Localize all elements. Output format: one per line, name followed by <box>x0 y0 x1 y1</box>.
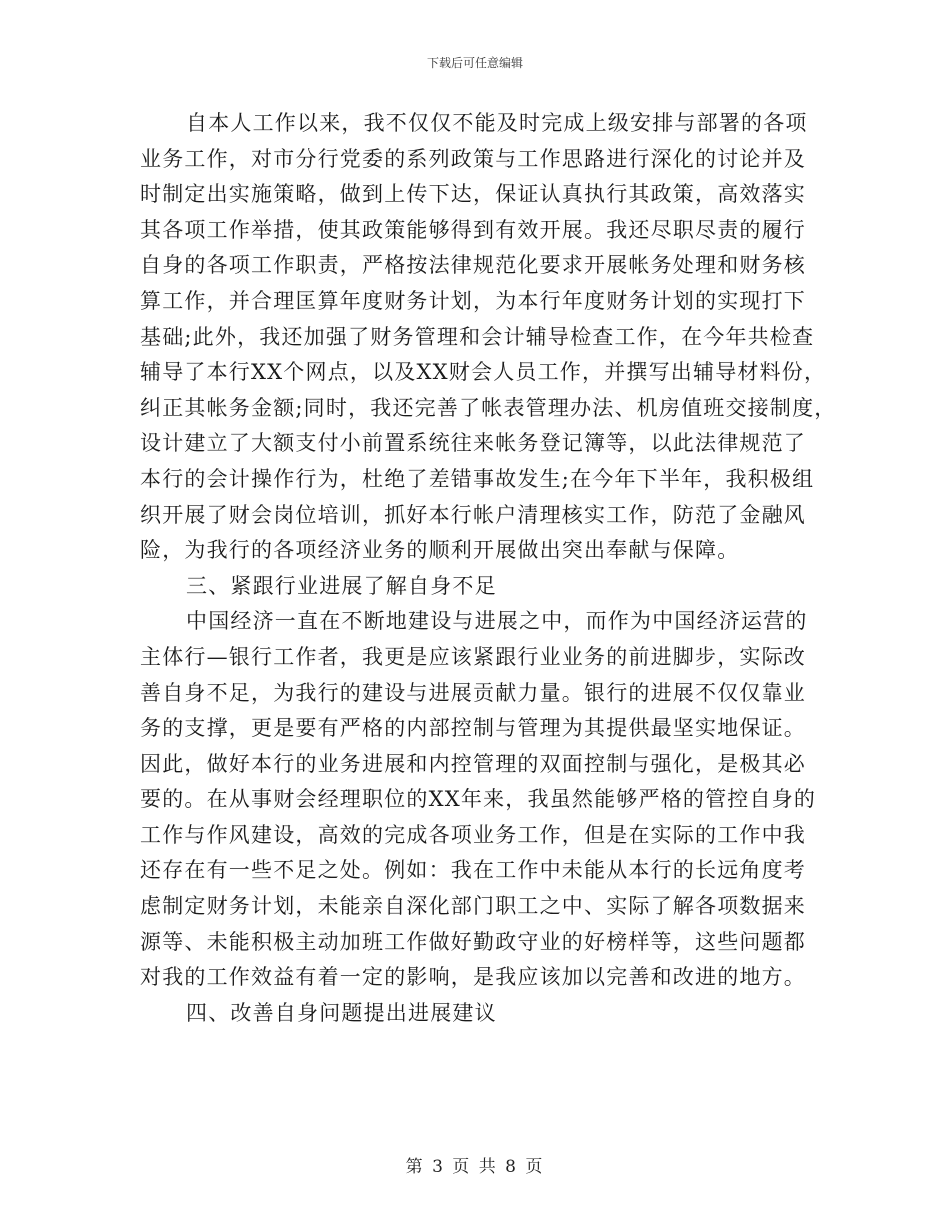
paragraph-line: 务的支撑，更是要有严格的内部控制与管理为其提供最坚实地保证。 <box>140 716 806 741</box>
section-heading: 三、紧跟行业进展了解自身不足 <box>186 573 497 598</box>
paragraph-line: 工作与作风建设，高效的完成各项业务工作，但是在实际的工作中我 <box>140 822 806 847</box>
paragraph-line: 辅导了本行XX个网点，以及XX财会人员工作，并撰写出辅导材料份， <box>140 360 827 385</box>
paragraph-line: 设计建立了大额支付小前置系统往来帐务登记簿等，以此法律规范了 <box>140 431 806 456</box>
paragraph-line: 善自身不足，为我行的建设与进展贡献力量。银行的进展不仅仅靠业 <box>140 680 806 705</box>
paragraph-line: 主体行—银行工作者，我更是应该紧跟行业业务的前进脚步，实际改 <box>140 644 806 669</box>
paragraph-line: 自本人工作以来，我不仅仅不能及时完成上级安排与部署的各项 <box>186 111 808 135</box>
paragraph-line: 算工作，并合理匡算年度财务计划，为本行年度财务计划的实现打下 <box>140 288 806 313</box>
paragraph-line: 织开展了财会岗位培训，抓好本行帐户清理核实工作，防范了金融风 <box>140 502 806 527</box>
paragraph-line: 业务工作，对市分行党委的系列政策与工作思路进行深化的讨论并及 <box>140 146 806 171</box>
paragraph-line: 时制定出实施策略，做到上传下达，保证认真执行其政策，高效落实 <box>140 182 806 207</box>
paragraph-line: 纠正其帐务金额;同时，我还完善了帐表管理办法、机房值班交接制度， <box>140 395 837 420</box>
paragraph-line: 基础;此外，我还加强了财务管理和会计辅导检查工作，在今年共检查 <box>140 324 815 349</box>
paragraph-line: 中国经济一直在不断地建设与进展之中，而作为中国经济运营的 <box>186 609 808 634</box>
paragraph-line: 源等、未能积极主动加班工作做好勤政守业的好榜样等，这些问题都 <box>140 929 806 954</box>
document-body <box>140 106 837 1031</box>
section-heading: 四、改善自身问题提出进展建议 <box>186 1000 497 1025</box>
page-header: 下载后可任意编辑 <box>426 56 523 70</box>
paragraph-line: 本行的会计操作行为，杜绝了差错事故发生;在今年下半年，我积极组 <box>140 466 815 491</box>
paragraph-line: 还存在有一些不足之处。例如：我在工作中未能从本行的长远角度考 <box>140 858 806 883</box>
paragraph-line: 要的。在从事财会经理职位的XX年来，我虽然能够严格的管控自身的 <box>140 787 817 812</box>
paragraph-line: 其各项工作举措，使其政策能够得到有效开展。我还尽职尽责的履行 <box>140 217 806 242</box>
page-number: 第 3 页 共 8 页 <box>405 1157 545 1177</box>
paragraph-line: 险，为我行的各项经济业务的顺利开展做出突出奉献与保障。 <box>140 538 740 563</box>
paragraph-line: 自身的各项工作职责，严格按法律规范化要求开展帐务处理和财务核 <box>140 253 806 278</box>
paragraph-line: 对我的工作效益有着一定的影响，是我应该加以完善和改进的地方。 <box>140 965 806 990</box>
paragraph-line: 虑制定财务计划，未能亲自深化部门职工之中、实际了解各项数据来 <box>140 894 806 919</box>
paragraph-line: 因此，做好本行的业务进展和内控管理的双面控制与强化，是极其必 <box>140 751 806 776</box>
